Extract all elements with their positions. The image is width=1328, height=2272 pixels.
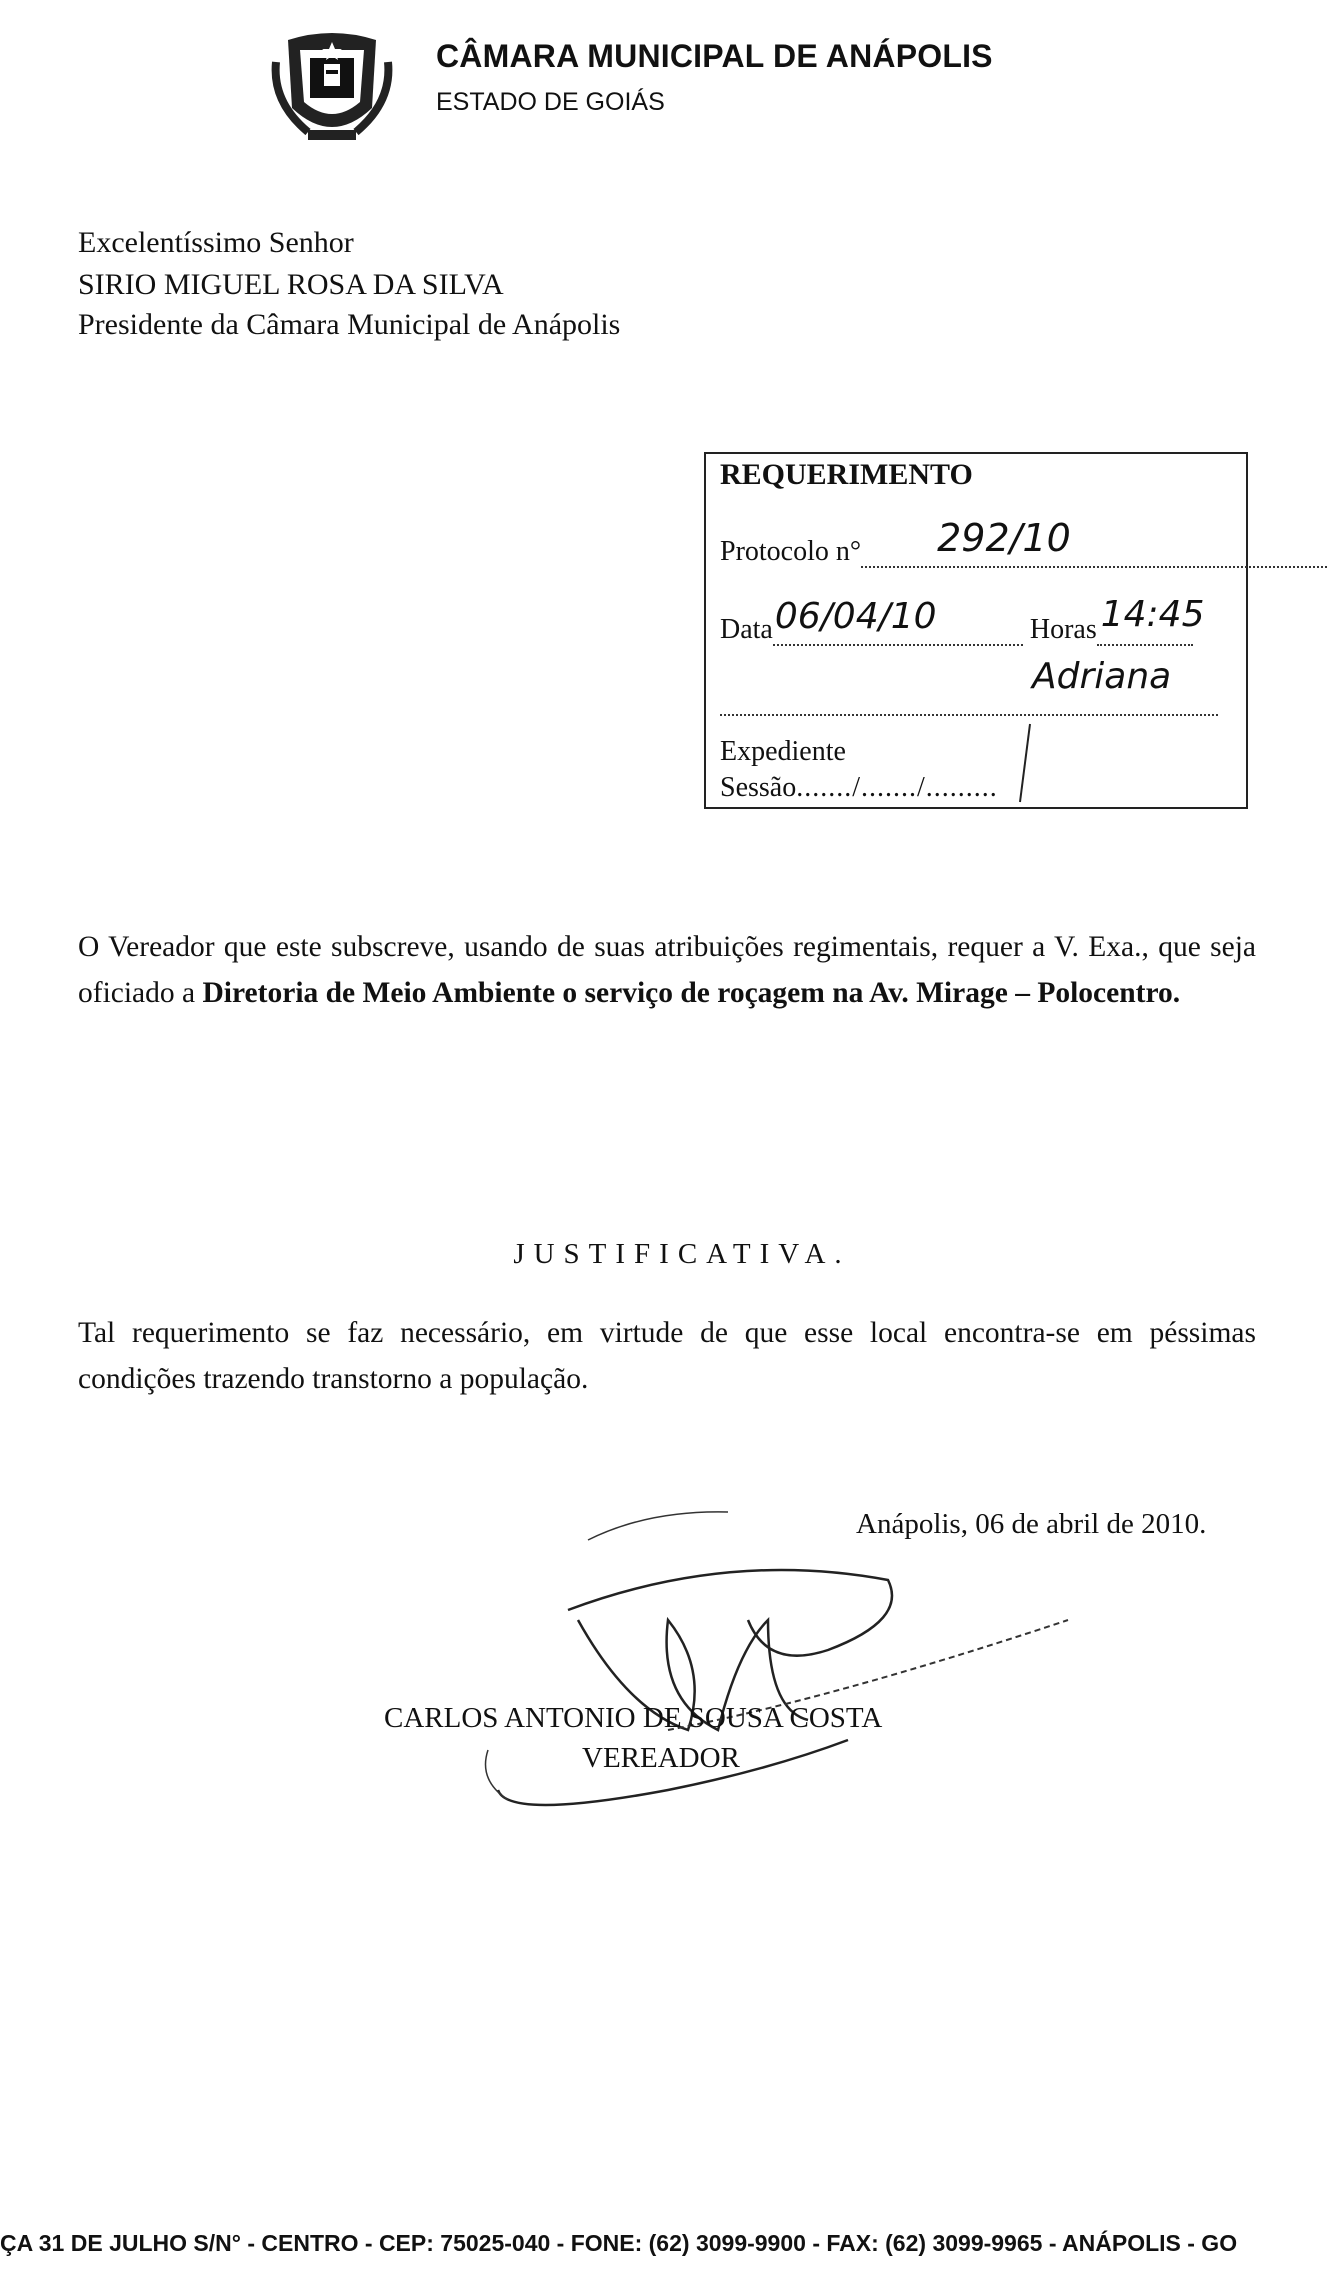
protocolo-label: Protocolo n° xyxy=(720,536,862,567)
request-bold: Diretoria de Meio Ambiente o serviço de roçagem na Av. Mirage – Polocentro. xyxy=(202,977,1181,1009)
justification-title: JUSTIFICATIVA. xyxy=(513,1238,851,1270)
sessao-row: Sessão......./......./......... xyxy=(720,772,998,803)
addressee-name: SIRIO MIGUEL ROSA DA SILVA xyxy=(78,268,504,301)
receiver-row xyxy=(720,656,1218,716)
expediente-label: Expediente xyxy=(720,736,846,767)
handwritten-signature xyxy=(468,1500,1108,1830)
municipal-crest-logo xyxy=(268,22,396,150)
data-label: Data xyxy=(720,614,773,645)
box-heading: REQUERIMENTO xyxy=(720,458,973,491)
horas-value: 14:45 xyxy=(1100,594,1205,635)
receiver-signature: Adriana xyxy=(1032,656,1172,697)
sessao-label: Sessão xyxy=(720,772,797,803)
protocolo-value: 292/10 xyxy=(937,516,1071,560)
place-date: Anápolis, 06 de abril de 2010. xyxy=(856,1508,1207,1540)
footer-address: ÇA 31 DE JULHO S/N° - CENTRO - CEP: 75025-040 - FONE: (62) 3099-9900 - FAX: (62) 3099-9965 - ANÁPOLIS - GO xyxy=(0,2230,1238,2256)
signer-role: VEREADOR xyxy=(582,1742,740,1774)
justification-text: Tal requerimento se faz necessário, em virtude de que esse local encontra-se em péssimas condições trazendo transtorno a população. xyxy=(78,1317,1256,1395)
pen-stroke xyxy=(1014,722,1034,804)
data-value: 06/04/10 xyxy=(774,596,937,637)
request-paragraph xyxy=(78,924,1256,1016)
institution-title: CÂMARA MUNICIPAL DE ANÁPOLIS xyxy=(436,38,993,74)
state-subtitle: ESTADO DE GOIÁS xyxy=(436,88,665,116)
horas-label: Horas xyxy=(1029,614,1097,645)
data-row xyxy=(720,594,1205,646)
request-intro: O Vereador que este subscreve, usando de suas atribuições regimentais, requer a V. Exa., que seja oficiado a xyxy=(78,931,1256,1009)
signer-name: CARLOS ANTONIO DE SOUSA COSTA xyxy=(384,1702,883,1734)
salutation: Excelentíssimo Senhor xyxy=(78,226,354,259)
protocolo-row xyxy=(720,516,1328,568)
addressee-title: Presidente da Câmara Municipal de Anápolis xyxy=(78,308,621,341)
